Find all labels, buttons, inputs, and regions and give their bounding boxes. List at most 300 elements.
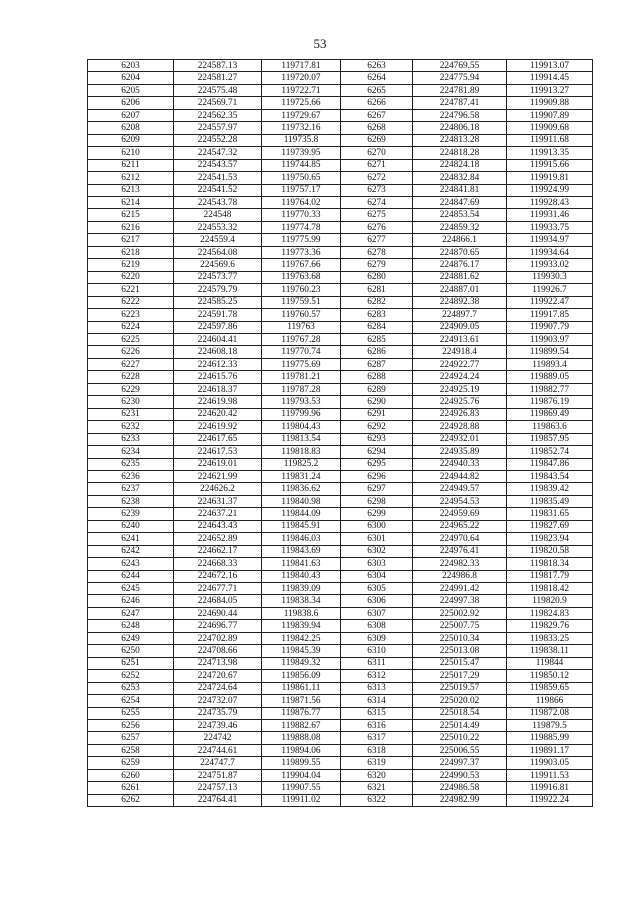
point-id-cell: 6209 [88,134,174,146]
table-row [88,408,593,420]
x-coordinate-cell: 224713.98 [174,657,262,669]
table-row [88,458,593,470]
x-coordinate-cell: 224612.33 [174,358,262,370]
x-coordinate-cell: 225019.57 [413,682,507,694]
y-coordinate-cell: 119767.28 [262,333,341,345]
x-coordinate-cell: 224672.16 [174,570,262,582]
y-coordinate-cell: 119842.25 [262,632,341,644]
y-coordinate-cell: 119847.86 [507,458,593,470]
x-coordinate-cell: 224757.13 [174,782,262,794]
point-id-cell: 6320 [341,769,413,781]
x-coordinate-cell: 224620.42 [174,408,262,420]
point-id-cell: 6219 [88,259,174,271]
point-id-cell: 6258 [88,744,174,756]
table-row [88,271,593,283]
x-coordinate-cell: 224926.83 [413,408,507,420]
y-coordinate-cell: 119818.83 [262,446,341,458]
point-id-cell: 6295 [341,458,413,470]
point-id-cell: 6228 [88,371,174,383]
point-id-cell: 6248 [88,620,174,632]
x-coordinate-cell: 224997.37 [413,757,507,769]
x-coordinate-cell: 224559.4 [174,234,262,246]
y-coordinate-cell: 119820.58 [507,545,593,557]
point-id-cell: 6305 [341,583,413,595]
y-coordinate-cell: 119859.65 [507,682,593,694]
y-coordinate-cell: 119871.56 [262,695,341,707]
x-coordinate-cell: 224621.99 [174,470,262,482]
y-coordinate-cell: 119835.49 [507,495,593,507]
table-row [88,769,593,781]
x-coordinate-cell: 225017.29 [413,670,507,682]
y-coordinate-cell: 119793.53 [262,396,341,408]
point-id-cell: 6317 [341,732,413,744]
point-id-cell: 6231 [88,408,174,420]
x-coordinate-cell: 225015.47 [413,657,507,669]
x-coordinate-cell: 224925.19 [413,383,507,395]
x-coordinate-cell: 224626.2 [174,483,262,495]
y-coordinate-cell: 119831.65 [507,508,593,520]
point-id-cell: 6240 [88,520,174,532]
point-id-cell: 6275 [341,209,413,221]
point-id-cell: 6213 [88,184,174,196]
point-id-cell: 6313 [341,682,413,694]
y-coordinate-cell: 119894.06 [262,744,341,756]
x-coordinate-cell: 224859.32 [413,221,507,233]
point-id-cell: 6274 [341,196,413,208]
x-coordinate-cell: 224751.87 [174,769,262,781]
y-coordinate-cell: 119857.95 [507,433,593,445]
point-id-cell: 6255 [88,707,174,719]
point-id-cell: 6233 [88,433,174,445]
point-id-cell: 6268 [341,122,413,134]
x-coordinate-cell: 224637.21 [174,508,262,520]
x-coordinate-cell: 224564.08 [174,246,262,258]
x-coordinate-cell: 224887.01 [413,284,507,296]
x-coordinate-cell: 224841.81 [413,184,507,196]
y-coordinate-cell: 119767.66 [262,259,341,271]
table-row [88,670,593,682]
x-coordinate-cell: 225010.34 [413,632,507,644]
x-coordinate-cell: 225007.75 [413,620,507,632]
y-coordinate-cell: 119843.69 [262,545,341,557]
point-id-cell: 6266 [341,97,413,109]
y-coordinate-cell: 119757.17 [262,184,341,196]
point-id-cell: 6296 [341,470,413,482]
table-row [88,707,593,719]
y-coordinate-cell: 119763.68 [262,271,341,283]
x-coordinate-cell: 224652.89 [174,533,262,545]
x-coordinate-cell: 224870.65 [413,246,507,258]
point-id-cell: 6285 [341,333,413,345]
x-coordinate-cell: 224913.61 [413,333,507,345]
y-coordinate-cell: 119933.75 [507,221,593,233]
x-coordinate-cell: 224597.86 [174,321,262,333]
y-coordinate-cell: 119934.64 [507,246,593,258]
table-row [88,383,593,395]
x-coordinate-cell: 224702.89 [174,632,262,644]
y-coordinate-cell: 119913.07 [507,60,593,72]
y-coordinate-cell: 119889.05 [507,371,593,383]
y-coordinate-cell: 119827.69 [507,520,593,532]
point-id-cell: 6277 [341,234,413,246]
point-id-cell: 6284 [341,321,413,333]
y-coordinate-cell: 119922.24 [507,794,593,806]
point-id-cell: 6289 [341,383,413,395]
table-row [88,122,593,134]
point-id-cell: 6207 [88,109,174,121]
point-id-cell: 6309 [341,632,413,644]
x-coordinate-cell: 224708.66 [174,645,262,657]
point-id-cell: 6229 [88,383,174,395]
x-coordinate-cell: 224552.28 [174,134,262,146]
table-row [88,682,593,694]
y-coordinate-cell: 119732.16 [262,122,341,134]
table-row [88,321,593,333]
x-coordinate-cell: 224608.18 [174,346,262,358]
y-coordinate-cell: 119725.66 [262,97,341,109]
point-id-cell: 6249 [88,632,174,644]
x-coordinate-cell: 224575.48 [174,84,262,96]
x-coordinate-cell: 224866.1 [413,234,507,246]
table-row [88,433,593,445]
x-coordinate-cell: 224543.57 [174,159,262,171]
y-coordinate-cell: 119861.11 [262,682,341,694]
table-row [88,358,593,370]
y-coordinate-cell: 119799.96 [262,408,341,420]
x-coordinate-cell: 224547.32 [174,147,262,159]
x-coordinate-cell: 224918.4 [413,346,507,358]
x-coordinate-cell: 224548 [174,209,262,221]
point-id-cell: 6205 [88,84,174,96]
point-id-cell: 6220 [88,271,174,283]
point-id-cell: 6319 [341,757,413,769]
x-coordinate-cell: 224982.99 [413,794,507,806]
y-coordinate-cell: 119907.79 [507,321,593,333]
y-coordinate-cell: 119928.43 [507,196,593,208]
y-coordinate-cell: 119911.68 [507,134,593,146]
x-coordinate-cell: 224832.84 [413,172,507,184]
x-coordinate-cell: 225018.54 [413,707,507,719]
point-id-cell: 6314 [341,695,413,707]
point-id-cell: 6298 [341,495,413,507]
x-coordinate-cell: 224935.89 [413,446,507,458]
table-row [88,782,593,794]
x-coordinate-cell: 224604.41 [174,333,262,345]
y-coordinate-cell: 119903.05 [507,757,593,769]
y-coordinate-cell: 119919.81 [507,172,593,184]
table-row [88,109,593,121]
x-coordinate-cell: 224982.33 [413,558,507,570]
point-id-cell: 6302 [341,545,413,557]
x-coordinate-cell: 224684.05 [174,595,262,607]
table-row [88,147,593,159]
coordinates-table-body [88,60,593,807]
y-coordinate-cell: 119839.94 [262,620,341,632]
point-id-cell: 6315 [341,707,413,719]
y-coordinate-cell: 119856.09 [262,670,341,682]
point-id-cell: 6310 [341,645,413,657]
x-coordinate-cell: 224853.54 [413,209,507,221]
point-id-cell: 6242 [88,545,174,557]
point-id-cell: 6251 [88,657,174,669]
table-row [88,421,593,433]
y-coordinate-cell: 119914.45 [507,72,593,84]
point-id-cell: 6278 [341,246,413,258]
x-coordinate-cell: 224541.53 [174,172,262,184]
y-coordinate-cell: 119909.68 [507,122,593,134]
x-coordinate-cell: 224847.69 [413,196,507,208]
y-coordinate-cell: 119824.83 [507,607,593,619]
table-row [88,134,593,146]
point-id-cell: 6272 [341,172,413,184]
table-row [88,794,593,806]
point-id-cell: 6262 [88,794,174,806]
x-coordinate-cell: 224619.01 [174,458,262,470]
table-row [88,284,593,296]
y-coordinate-cell: 119840.43 [262,570,341,582]
point-id-cell: 6244 [88,570,174,582]
y-coordinate-cell: 119831.24 [262,470,341,482]
x-coordinate-cell: 224965.22 [413,520,507,532]
table-row [88,296,593,308]
x-coordinate-cell: 224581.27 [174,72,262,84]
x-coordinate-cell: 224997.38 [413,595,507,607]
x-coordinate-cell: 224662.17 [174,545,262,557]
point-id-cell: 6221 [88,284,174,296]
table-row [88,495,593,507]
y-coordinate-cell: 119922.47 [507,296,593,308]
point-id-cell: 6247 [88,607,174,619]
x-coordinate-cell: 224619.92 [174,421,262,433]
x-coordinate-cell: 224876.17 [413,259,507,271]
y-coordinate-cell: 119882.77 [507,383,593,395]
point-id-cell: 6261 [88,782,174,794]
table-row [88,757,593,769]
x-coordinate-cell: 224619.98 [174,396,262,408]
y-coordinate-cell: 119787.28 [262,383,341,395]
x-coordinate-cell: 224976.41 [413,545,507,557]
point-id-cell: 6212 [88,172,174,184]
table-row [88,470,593,482]
point-id-cell: 6239 [88,508,174,520]
table-row [88,84,593,96]
y-coordinate-cell: 119849.32 [262,657,341,669]
y-coordinate-cell: 119833.25 [507,632,593,644]
x-coordinate-cell: 224579.79 [174,284,262,296]
point-id-cell: 6312 [341,670,413,682]
point-id-cell: 6253 [88,682,174,694]
table-row [88,159,593,171]
point-id-cell: 6286 [341,346,413,358]
y-coordinate-cell: 119823.94 [507,533,593,545]
point-id-cell: 6241 [88,533,174,545]
point-id-cell: 6301 [341,533,413,545]
y-coordinate-cell: 119899.54 [507,346,593,358]
y-coordinate-cell: 119863.6 [507,421,593,433]
x-coordinate-cell: 224735.79 [174,707,262,719]
y-coordinate-cell: 119911.53 [507,769,593,781]
x-coordinate-cell: 225002.92 [413,607,507,619]
y-coordinate-cell: 119844 [507,657,593,669]
x-coordinate-cell: 224720.67 [174,670,262,682]
x-coordinate-cell: 224787.41 [413,97,507,109]
point-id-cell: 6294 [341,446,413,458]
x-coordinate-cell: 224562.35 [174,109,262,121]
x-coordinate-cell: 224744.61 [174,744,262,756]
table-row [88,583,593,595]
y-coordinate-cell: 119820.9 [507,595,593,607]
point-id-cell: 6210 [88,147,174,159]
y-coordinate-cell: 119838.34 [262,595,341,607]
table-row [88,346,593,358]
x-coordinate-cell: 225014.49 [413,720,507,732]
y-coordinate-cell: 119888.08 [262,732,341,744]
point-id-cell: 6273 [341,184,413,196]
table-row [88,533,593,545]
page-number: 53 [313,36,327,51]
y-coordinate-cell: 119818.34 [507,558,593,570]
point-id-cell: 6218 [88,246,174,258]
y-coordinate-cell: 119913.35 [507,147,593,159]
table-row [88,632,593,644]
y-coordinate-cell: 119909.88 [507,97,593,109]
x-coordinate-cell: 225020.02 [413,695,507,707]
x-coordinate-cell: 224818.28 [413,147,507,159]
point-id-cell: 6264 [341,72,413,84]
y-coordinate-cell: 119775.69 [262,358,341,370]
x-coordinate-cell: 224954.53 [413,495,507,507]
point-id-cell: 6226 [88,346,174,358]
point-id-cell: 6293 [341,433,413,445]
y-coordinate-cell: 119934.97 [507,234,593,246]
x-coordinate-cell: 225013.08 [413,645,507,657]
y-coordinate-cell: 119924.99 [507,184,593,196]
y-coordinate-cell: 119915.66 [507,159,593,171]
x-coordinate-cell: 224796.58 [413,109,507,121]
x-coordinate-cell: 224553.32 [174,221,262,233]
point-id-cell: 6203 [88,60,174,72]
table-row [88,246,593,258]
table-row [88,695,593,707]
x-coordinate-cell: 224892.38 [413,296,507,308]
y-coordinate-cell: 119891.17 [507,744,593,756]
table-row [88,446,593,458]
x-coordinate-cell: 224781.89 [413,84,507,96]
point-id-cell: 6256 [88,720,174,732]
point-id-cell: 6279 [341,259,413,271]
y-coordinate-cell: 119763 [262,321,341,333]
point-id-cell: 6204 [88,72,174,84]
x-coordinate-cell: 224747.7 [174,757,262,769]
y-coordinate-cell: 119744.85 [262,159,341,171]
table-row [88,172,593,184]
point-id-cell: 6281 [341,284,413,296]
point-id-cell: 6227 [88,358,174,370]
table-row [88,607,593,619]
x-coordinate-cell: 224940.33 [413,458,507,470]
table-row [88,520,593,532]
y-coordinate-cell: 119907.89 [507,109,593,121]
y-coordinate-cell: 119852.74 [507,446,593,458]
point-id-cell: 6236 [88,470,174,482]
x-coordinate-cell: 224677.71 [174,583,262,595]
x-coordinate-cell: 224573.77 [174,271,262,283]
x-coordinate-cell: 225010.22 [413,732,507,744]
point-id-cell: 6252 [88,670,174,682]
x-coordinate-cell: 224643.43 [174,520,262,532]
y-coordinate-cell: 119722.71 [262,84,341,96]
y-coordinate-cell: 119885.99 [507,732,593,744]
y-coordinate-cell: 119840.98 [262,495,341,507]
y-coordinate-cell: 119933.02 [507,259,593,271]
point-id-cell: 6234 [88,446,174,458]
point-id-cell: 6217 [88,234,174,246]
point-id-cell: 6259 [88,757,174,769]
point-id-cell: 6276 [341,221,413,233]
y-coordinate-cell: 119839.42 [507,483,593,495]
y-coordinate-cell: 119844.09 [262,508,341,520]
point-id-cell: 6282 [341,296,413,308]
x-coordinate-cell: 224617.65 [174,433,262,445]
y-coordinate-cell: 119817.79 [507,570,593,582]
x-coordinate-cell: 224775.94 [413,72,507,84]
y-coordinate-cell: 119764.02 [262,196,341,208]
x-coordinate-cell: 224924.24 [413,371,507,383]
x-coordinate-cell: 224897.7 [413,309,507,321]
y-coordinate-cell: 119930.3 [507,271,593,283]
point-id-cell: 6308 [341,620,413,632]
x-coordinate-cell: 224769.55 [413,60,507,72]
x-coordinate-cell: 224986.8 [413,570,507,582]
point-id-cell: 6318 [341,744,413,756]
y-coordinate-cell: 119845.39 [262,645,341,657]
x-coordinate-cell: 224959.69 [413,508,507,520]
point-id-cell: 6232 [88,421,174,433]
point-id-cell: 6307 [341,607,413,619]
x-coordinate-cell: 224925.76 [413,396,507,408]
table-row [88,720,593,732]
point-id-cell: 6238 [88,495,174,507]
y-coordinate-cell: 119720.07 [262,72,341,84]
y-coordinate-cell: 119879.5 [507,720,593,732]
table-row [88,595,593,607]
point-id-cell: 6224 [88,321,174,333]
y-coordinate-cell: 119916.81 [507,782,593,794]
point-id-cell: 6214 [88,196,174,208]
point-id-cell: 6222 [88,296,174,308]
point-id-cell: 6304 [341,570,413,582]
table-row [88,657,593,669]
point-id-cell: 6260 [88,769,174,781]
y-coordinate-cell: 119759.51 [262,296,341,308]
table-row [88,72,593,84]
y-coordinate-cell: 119818.42 [507,583,593,595]
y-coordinate-cell: 119838.6 [262,607,341,619]
y-coordinate-cell: 119813.54 [262,433,341,445]
y-coordinate-cell: 119850.12 [507,670,593,682]
point-id-cell: 6235 [88,458,174,470]
x-coordinate-cell: 224696.77 [174,620,262,632]
y-coordinate-cell: 119904.04 [262,769,341,781]
x-coordinate-cell: 224587.13 [174,60,262,72]
x-coordinate-cell: 224732.07 [174,695,262,707]
point-id-cell: 6216 [88,221,174,233]
x-coordinate-cell: 224824.18 [413,159,507,171]
table-row [88,545,593,557]
point-id-cell: 6270 [341,147,413,159]
y-coordinate-cell: 119760.23 [262,284,341,296]
table-row [88,196,593,208]
